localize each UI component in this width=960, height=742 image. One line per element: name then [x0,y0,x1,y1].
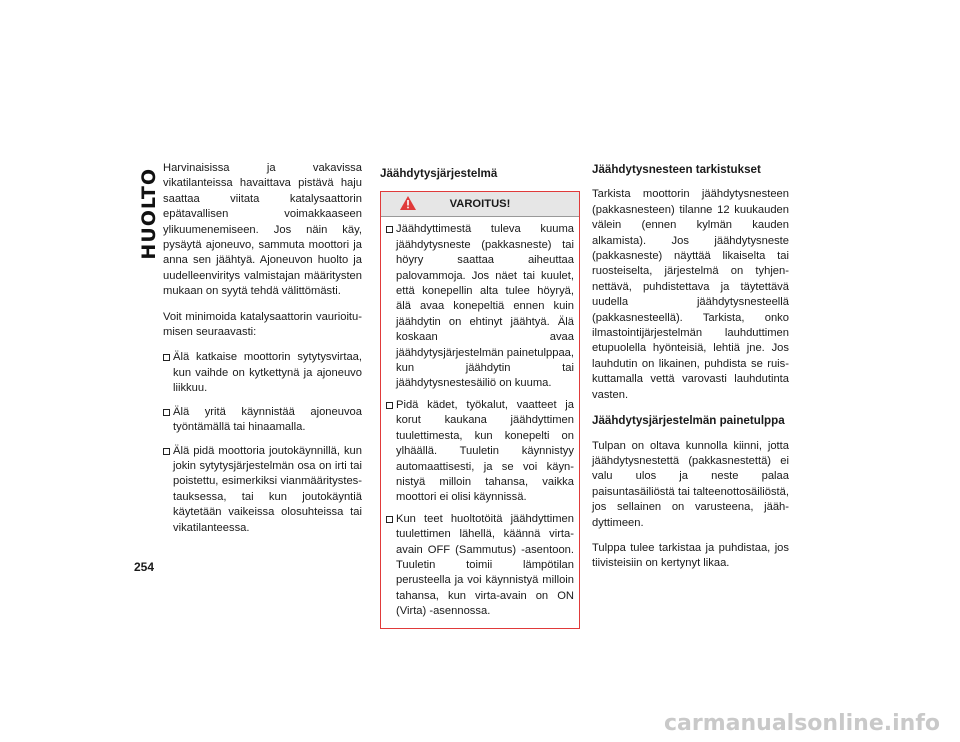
checkbox-bullet-icon [163,354,170,361]
warning-box [380,191,580,628]
list-item: Pidä kädet, työkalut, vaatteet ja korut kaukana jäähdyttimen tuulettimesta, kun konepelti on ylhäällä. Tuuletin käynnistyy automaattisesti, ja se voi käynnistyä milloin tahansa, vaikka moottori ei olisi käynnissä. [386,398,574,506]
section-tab: HUOLTO [138,168,160,260]
checkbox-bullet-icon [163,409,170,416]
paragraph: Tarkista moottorin jäähdytysnesteen (pakkasnesteen) tilanne 12 kuukauden välein (ennen kylmän kauden alkamista). Jos jäähdytysneste (pakkasneste) näyttää likaiselta tai ruosteiselta, järjestelmä on tyhjennettävä, puhdistettava ja täytettävä uudella jäähdytysnesteellä (pakkasnesteellä). Tarkista, onko ilmastointijärjestelmän lauhduttimen etupuolella hyönteisiä, lehtiä jne. Jos lauhdutin on likainen, puhdista se ruiskuttamalla vettä varovasti lauhdutinta vasten. [592,188,789,401]
page-number: 254 [134,560,155,574]
list-item: Jäähdyttimestä tuleva kuuma jäähdytysneste (pakkasneste) tai höyry saattaa aiheuttaa palovammoja. Jos näet tai kuulet, että konepellin alta tulee höyryä, älä avaa konepeltiä ennen kuin jäähdytin on ehtinyt jäähtyä. Älä koskaan avaa jäähdytysjärjestelmän painetulppaa, kun jäähdytin tai jäähdytysnestesäiliö on kuuma. [386,222,574,391]
section-heading: Jäähdytysjärjestelmä [380,167,498,180]
warning-header [381,192,579,216]
bullet-list [163,350,362,535]
checkbox-bullet-icon [163,448,170,455]
list-item: Älä katkaise moottorin sytytysvirtaa, kun vaihde on kytkettynä ja ajoneuvo liikkuu. [163,350,362,396]
watermark: carmanualsonline.info [664,711,940,736]
section-heading: Jäähdytysnesteen tarkistukset [592,163,761,176]
warning-triangle-icon [400,196,416,210]
warning-body [381,216,579,627]
bullet-list [386,222,574,619]
list-item: Älä yritä käynnistää ajoneuvoa työntämällä tai hinaamalla. [163,405,362,436]
paragraph: Harvinaisissa ja vakavissa vikatilanteissa havaittava pistävä haju saattaa viitata katalysaattorin epätavallisen voimakkaaseen ylikuumenemiseen. Jos näin käy, pysäytä ajoneuvo, sammuta moottori ja anna sen jäähtyä. Ajoneuvon huolto ja uudelleenviritys valmistajan määritysten mukaan on syytä tehdä välittömästi. [163,162,362,298]
column-middle [380,166,578,629]
paragraph: Tulpan on oltava kunnolla kiinni, jotta jäähdytysnestettä (pakkasnestettä) ei valu ulos ja neste palaa paisuntasäiliöstä tai talteenottosäiliöstä, jos sellainen on varusteena, jäähdyttimeen. [592,439,789,529]
paragraph: Tulppa tulee tarkistaa ja puhdistaa, jos tiivisteisiin on kertynyt likaa. [592,541,789,570]
checkbox-bullet-icon [386,516,393,523]
column-left [163,161,362,544]
checkbox-bullet-icon [386,226,393,233]
section-heading: Jäähdytysjärjestelmän painetulppa [592,414,785,428]
paragraph: Voit minimoida katalysaattorin vaurioitumisen seuraavasti: [163,310,362,339]
list-item: Älä pidä moottoria joutokäynnillä, kun jokin sytytysjärjestelmän osa on irti tai poistettu, esimerkiksi vianmääritystestauksessa, tai kun joutokäyntiä käytetään vaikeissa olosuhteissa tai vikatilanteessa. [163,444,362,536]
checkbox-bullet-icon [386,402,393,409]
warning-title: VAROITUS! [449,198,511,211]
column-right [592,162,789,582]
list-item: Kun teet huoltotöitä jäähdyttimen tuulettimen lähellä, käännä virta-avain OFF (Sammutus) -asentoon. Tuuletin toimii lämpötilan perusteella ja voi käynnistyä milloin tahansa, kun virta-avain on ON (Virta) -asennossa. [386,512,574,620]
